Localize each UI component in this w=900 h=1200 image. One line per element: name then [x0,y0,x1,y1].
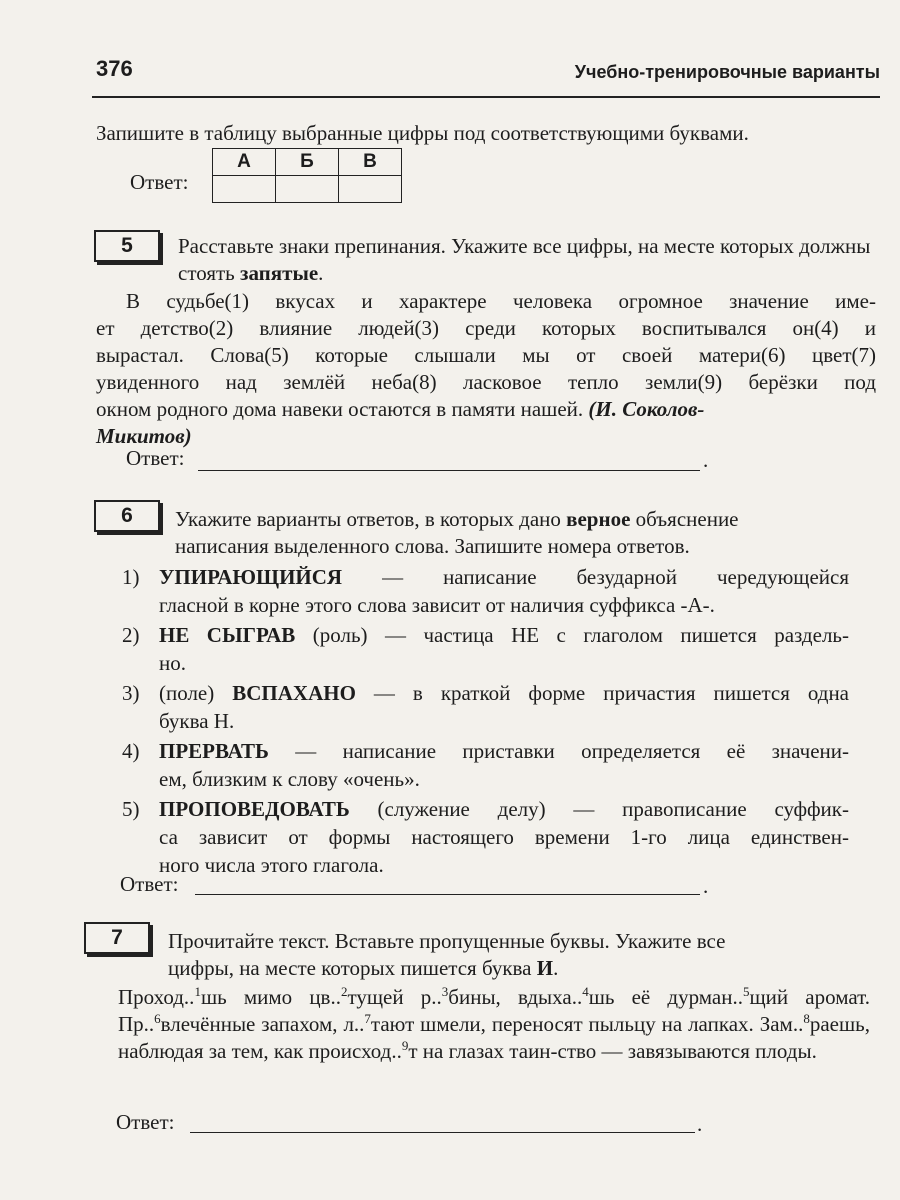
task5-answer-label: Ответ: [126,446,185,470]
task5-text-line-2: ет детство(2) влияние людей(3) среди которых воспитывался он(4) и [96,316,876,340]
task7-prompt-line-1: Прочитайте текст. Вставьте пропущенные буквы. Укажите все [168,929,726,953]
task6-prompt-line-2: написания выделенного слова. Запишите номера ответов. [175,534,690,558]
option-number: 1) [122,565,140,589]
task6-answer-dot: . [703,874,709,898]
text-fragment: щий аромат. Пр.. [118,985,870,1036]
option-word: НЕ СЫГРАВ [159,623,296,647]
task7-answer-dot: . [697,1112,703,1136]
task5-answer-dot: . [703,448,709,472]
text-fragment: бины, вдыха.. [448,985,583,1009]
option-word: ПРОПОВЕДОВАТЬ [159,797,350,821]
task5-text-line-5 [96,396,876,423]
task5-answer-field[interactable] [198,470,700,471]
option-number: 4) [122,739,140,763]
table-header-v: В [339,149,402,176]
task7-text [118,984,870,1065]
page-number: 376 [96,56,133,81]
option-pre: (поле) [159,681,233,705]
option-text-line-3: ного числа этого глагола. [159,853,384,877]
option-number: 5) [122,797,140,821]
task7-prompt-text: цифры, на месте которых пишется буква [168,956,537,980]
option-word: ВСПАХАНО [232,681,356,705]
text-fragment: тущей р.. [347,985,442,1009]
option-text: — написание приставки определяется её значени- [268,739,849,763]
task4-answer-label: Ответ: [130,170,189,194]
option-text: (служение делу) — правописание суффик- [349,797,849,821]
gap-marker: 8 [803,1011,810,1026]
gap-marker: 3 [441,984,449,999]
option-text-line-2: гласной в корне этого слова зависит от наличия суффикса -А-. [159,593,715,617]
task6-answer-field[interactable] [195,894,700,895]
task5-prompt [178,233,878,287]
task-number-5: 5 [94,230,160,262]
task6-prompt [175,506,875,533]
task7-answer-label: Ответ: [116,1110,175,1134]
text-fragment: тают шмели, переносят пыльцу на лапках. Зам.. [370,1012,804,1036]
task6-prompt-bold: верное [566,507,631,531]
option-number: 3) [122,681,140,705]
gap-marker: 4 [582,984,589,999]
task6-option-2 [122,621,882,681]
task6-option-5 [122,795,882,881]
gap-marker: 2 [340,984,348,999]
answer-cell-b[interactable] [276,176,339,203]
option-text-line-2: са зависит от формы настоящего времени 1-го лица единствен- [159,825,849,849]
task5-text-line-5-text: окном родного дома навеки остаются в памяти нашей. [96,397,589,421]
answer-cell-v[interactable] [339,176,402,203]
option-text: — в краткой форме причастия пишется одна [355,681,850,705]
task6-answer-label: Ответ: [120,872,179,896]
task6-option-4 [122,737,882,797]
task5-text-line-3: вырастал. Слова(5) которые слышали мы от своей матери(6) цвет(7) [96,343,876,367]
option-text-line-2: но. [159,651,186,675]
text-fragment: шь мимо цв.. [200,985,341,1009]
gap-marker: 7 [364,1011,371,1026]
option-text: (роль) — частица НЕ с глаголом пишется раздель- [295,623,849,647]
task-number-6: 6 [94,500,160,532]
task7-answer-field[interactable] [190,1132,695,1133]
header-rule [92,96,880,98]
gap-marker: 6 [154,1011,161,1026]
answer-table [212,148,402,203]
text-fragment: влечённые запахом, л.. [160,1012,365,1036]
text-fragment: шь её дурман.. [588,985,743,1009]
task6-option-1 [122,563,882,623]
option-text-line-2: буква Н. [159,709,235,733]
task4-instruction: Запишите в таблицу выбранные цифры под соответствующими буквами. [96,121,749,145]
gap-marker: 5 [743,984,750,999]
task5-author: (И. Соколов- [588,397,705,421]
gap-marker: 1 [194,984,201,999]
option-text-line-2: ем, близким к слову «очень». [159,767,420,791]
option-word: ПРЕРВАТЬ [159,739,269,763]
task7-prompt-end: . [553,956,559,980]
task5-text-line-1: В судьбе(1) вкусах и характере человека огромное значение име- [126,289,876,313]
task5-prompt-text: Расставьте знаки препинания. Укажите все цифры, на месте которых должны стоять [178,234,871,285]
gap-marker: 9 [401,1038,409,1053]
task5-prompt-end: . [318,261,324,285]
text-fragment: т на глазах таин-ство — завязываются плоды. [408,1039,817,1063]
task5-text-line-4: увиденного над землёй неба(8) ласковое тепло земли(9) берёзки под [96,370,876,394]
running-head: Учебно-тренировочные варианты [574,62,880,82]
text-fragment: раешь, наблюдая за тем, как происход.. [118,1012,870,1063]
option-text: — написание безударной чередующейся [342,565,849,589]
task6-option-3 [122,679,882,739]
task5-prompt-bold: запятые [240,261,319,285]
table-header-a: А [213,149,276,176]
task6-prompt-text: Укажите варианты ответов, в которых дано [175,507,567,531]
task7-prompt-bold: И [536,956,554,980]
option-word: УПИРАЮЩИЙСЯ [159,565,343,589]
text-fragment: Проход.. [118,985,195,1009]
task-number-7: 7 [84,922,150,954]
table-header-b: Б [276,149,339,176]
option-number: 2) [122,623,140,647]
task5-author-cont: Микитов) [96,424,192,448]
task7-prompt-line-2 [168,955,878,982]
answer-cell-a[interactable] [213,176,276,203]
task6-prompt-text-2: объяснение [630,507,739,531]
